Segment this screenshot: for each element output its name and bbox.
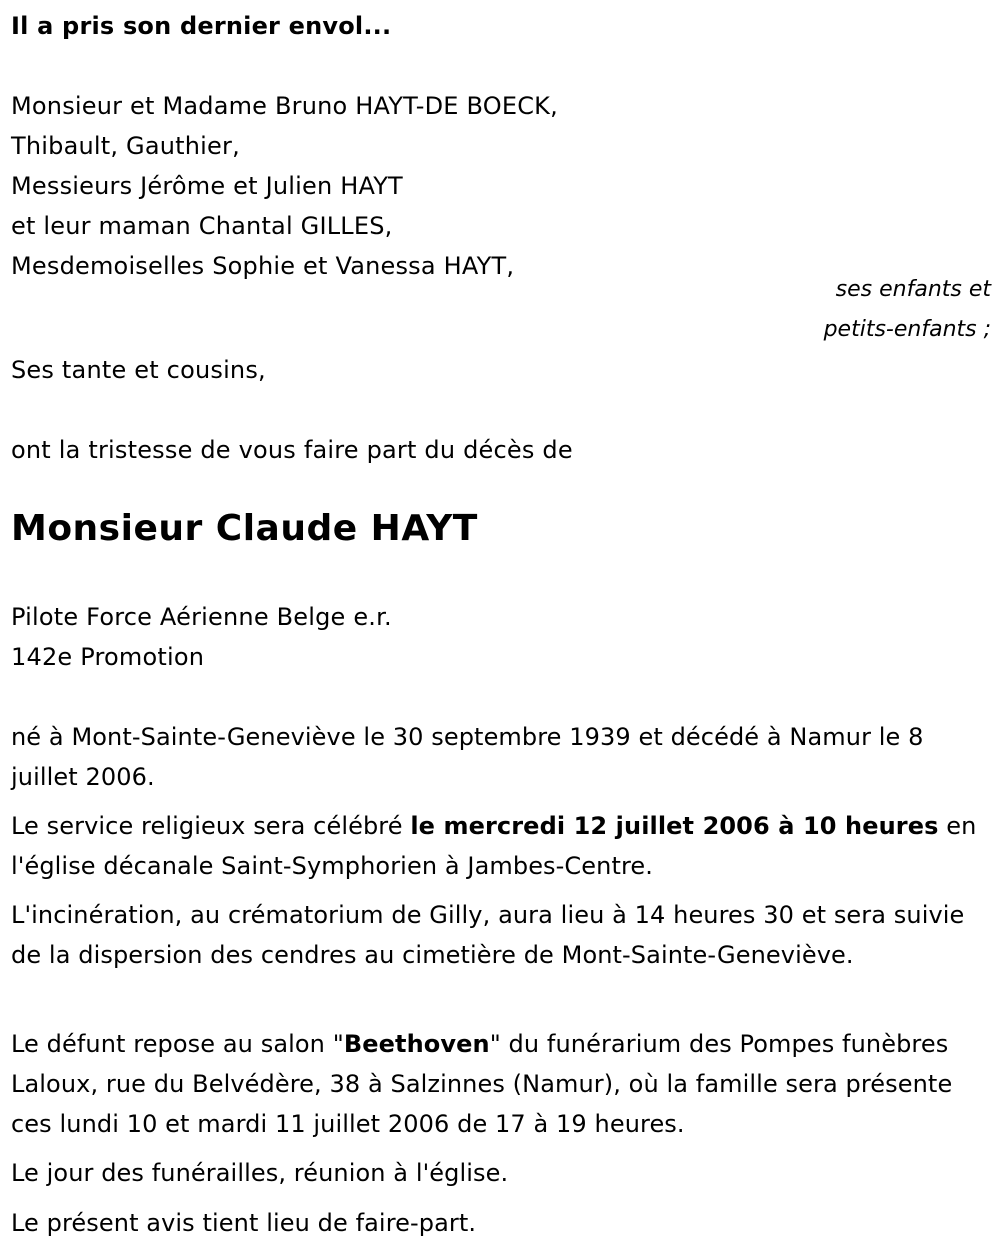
service-suffix: en l'église décanale Saint-Symphorien à Jambes-Centre. (11, 812, 977, 880)
family-line: Messieurs Jérôme et Julien HAYT (11, 172, 403, 200)
repose-suffix: " du funérarium des Pompes funèbres Laloux, rue du Belvédère, 38 à Salzinnes (Namur), où la famille sera présente ces lundi 10 et mardi 11 juillet 2006 de 17 à 19 heures. (11, 1030, 953, 1138)
title-line: Pilote Force Aérienne Belge e.r. (11, 603, 392, 631)
title-line: 142e Promotion (11, 643, 205, 671)
service-paragraph (11, 806, 991, 886)
announcement-line: ont la tristesse de vous faire part du décès de (11, 436, 573, 464)
family-line: Mesdemoiselles Sophie et Vanessa HAYT, (11, 252, 515, 280)
family-line: et leur maman Chantal GILLES, (11, 212, 393, 240)
repose-paragraph (11, 1024, 991, 1144)
service-prefix: Le service religieux sera célébré (11, 812, 411, 840)
family-line: Thibault, Gauthier, (11, 132, 240, 160)
intro-heading: Il a pris son dernier envol... (11, 12, 392, 40)
salon-name: Beethoven (343, 1030, 490, 1058)
family-role-line: ses enfants et (835, 277, 991, 302)
meeting-paragraph: Le jour des funérailles, réunion à l'église. (11, 1159, 509, 1187)
closing-paragraph: Le présent avis tient lieu de faire-part. (11, 1209, 477, 1237)
birth-death-paragraph: né à Mont-Sainte-Geneviève le 30 septembre 1939 et décédé à Namur le 8 juillet 2006. (11, 723, 924, 791)
service-datetime: le mercredi 12 juillet 2006 à 10 heures (410, 812, 939, 840)
family-line: Monsieur et Madame Bruno HAYT-DE BOECK, (11, 92, 558, 120)
cremation-paragraph: L'incinération, au crématorium de Gilly, aura lieu à 14 heures 30 et sera suivie de la dispersion des cendres au cimetière de Mont-Sainte-Geneviève. (11, 901, 965, 969)
repose-prefix: Le défunt repose au salon " (11, 1030, 344, 1058)
deceased-name: Monsieur Claude HAYT (11, 508, 478, 549)
family-role-line: petits-enfants ; (823, 317, 991, 342)
relatives-line: Ses tante et cousins, (11, 356, 266, 384)
